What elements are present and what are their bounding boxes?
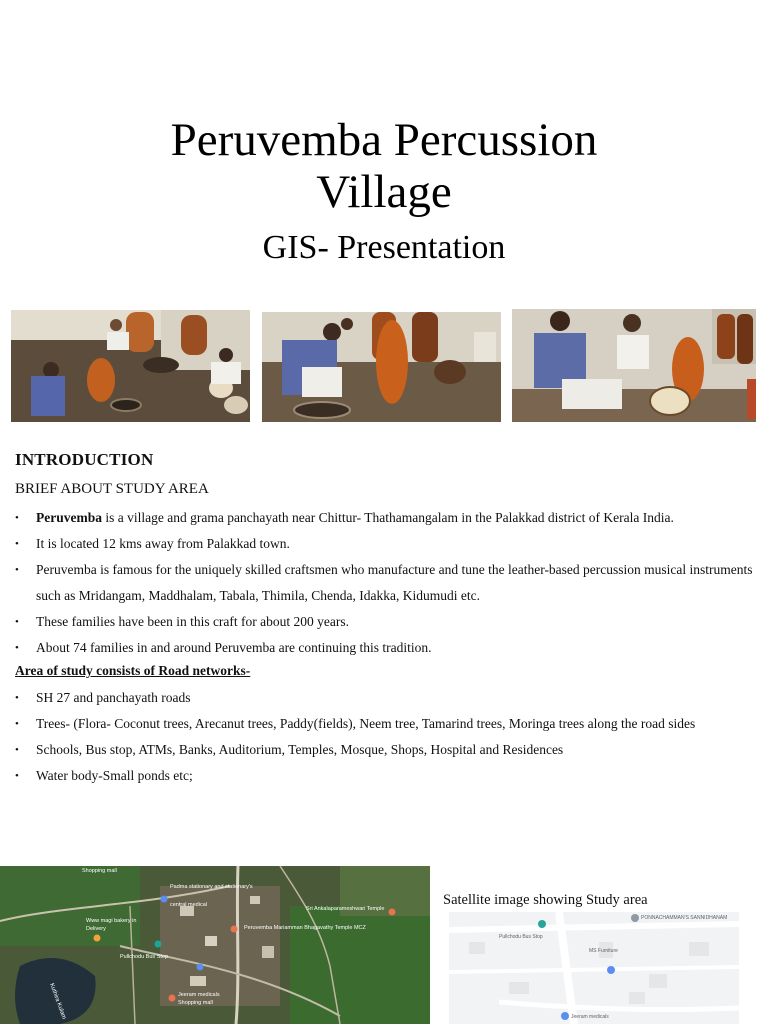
list-item <box>15 763 755 789</box>
page-title <box>0 114 768 218</box>
list-item-text: About 74 families in and around Peruvemba are continuing this tradition. <box>36 640 432 655</box>
list-item <box>15 609 755 635</box>
street-label-furniture: MS Furniture <box>589 948 618 954</box>
bullet-icon: • <box>15 564 19 576</box>
village-name: Peruvemba <box>36 510 102 525</box>
map-label-temple-1: Sri Ankalaparameshwari Temple <box>306 906 385 912</box>
street-label-samithi: PONNACHAMMAN'S SANNIDHANAM <box>641 915 728 921</box>
map-label-shopping-mall-2: Shopping mall <box>178 1000 213 1006</box>
street-label-medicals: Jeeram medicals <box>571 1014 609 1020</box>
bullet-icon: • <box>15 744 19 756</box>
map-label-medicals: Jeeram medicals <box>178 992 220 998</box>
list-item-text: is a village and grama panchayath near Chittur- Thathamangalam in the Palakkad district of Kerala India. <box>101 510 674 525</box>
bullet-icon: • <box>15 770 19 782</box>
bullet-icon: • <box>15 642 19 654</box>
map-label-stationery: Padma stationary and stationary's <box>170 884 253 890</box>
introduction-heading: INTRODUCTION <box>15 450 154 469</box>
introduction-list <box>15 505 755 661</box>
craftsmen-photo-2 <box>262 312 501 422</box>
list-item-text: SH 27 and panchayath roads <box>36 690 191 705</box>
page-subtitle: GIS- Presentation <box>262 229 506 266</box>
title-line-2: Village <box>316 166 452 218</box>
map-label-central-medical: central medical <box>170 902 207 908</box>
map-label-kulam: Kuthira Kulam <box>48 982 67 1021</box>
map-label-bakery: Www magi bakery in <box>86 918 137 924</box>
map-label-shopping-mall: Shopping mall <box>82 868 117 874</box>
craftsmen-photo-3 <box>512 309 756 422</box>
list-item <box>15 685 755 711</box>
bullet-icon: • <box>15 538 19 550</box>
street-map <box>449 912 739 1024</box>
bullet-icon: • <box>15 692 19 704</box>
study-area-heading: Area of study consists of Road networks- <box>15 663 251 678</box>
list-item <box>15 635 755 661</box>
map-caption: Satellite image showing Study area <box>443 892 648 908</box>
craftsmen-photo-1 <box>11 310 250 422</box>
map-label-delivery: Delivery <box>86 926 106 932</box>
list-item-text: These families have been in this craft for about 200 years. <box>36 614 350 629</box>
list-item-text: Trees- (Flora- Coconut trees, Arecanut trees, Paddy(fields), Neem tree, Tamarind trees, Moringa trees along the road sides <box>36 716 696 731</box>
map-label-bus-stop: Pullchodu Bus Stop <box>120 954 169 960</box>
list-item <box>15 557 755 609</box>
study-area-brief-heading: BRIEF ABOUT STUDY AREA <box>15 481 209 497</box>
list-item-text: Schools, Bus stop, ATMs, Banks, Auditorium, Temples, Mosque, Shops, Hospital and Residences <box>36 742 564 757</box>
bullet-icon: • <box>15 616 19 628</box>
list-item <box>15 505 755 531</box>
bullet-icon: • <box>15 718 19 730</box>
list-item <box>15 737 755 763</box>
map-label-temple-2: Peruvemba Mariamman Bhagavathy Temple MCZ <box>244 925 366 931</box>
bullet-icon: • <box>15 512 19 524</box>
list-item-text: Water body-Small ponds etc; <box>36 768 193 783</box>
list-item <box>15 531 755 557</box>
list-item <box>15 711 755 737</box>
study-area-list <box>15 685 755 789</box>
list-item-text: It is located 12 kms away from Palakkad town. <box>36 536 290 551</box>
street-label-bus-stop: Pullchodu Bus Stop <box>499 934 543 940</box>
title-line-1: Peruvemba Percussion <box>170 114 598 166</box>
satellite-map <box>0 866 430 1024</box>
list-item-text: Peruvemba is famous for the uniquely skilled craftsmen who manufacture and tune the leather-based percussion musical instruments such as Mridangam, Maddhalam, Tabala, Thimila, Chenda, Idakka, Kidumudi etc. <box>36 562 753 603</box>
